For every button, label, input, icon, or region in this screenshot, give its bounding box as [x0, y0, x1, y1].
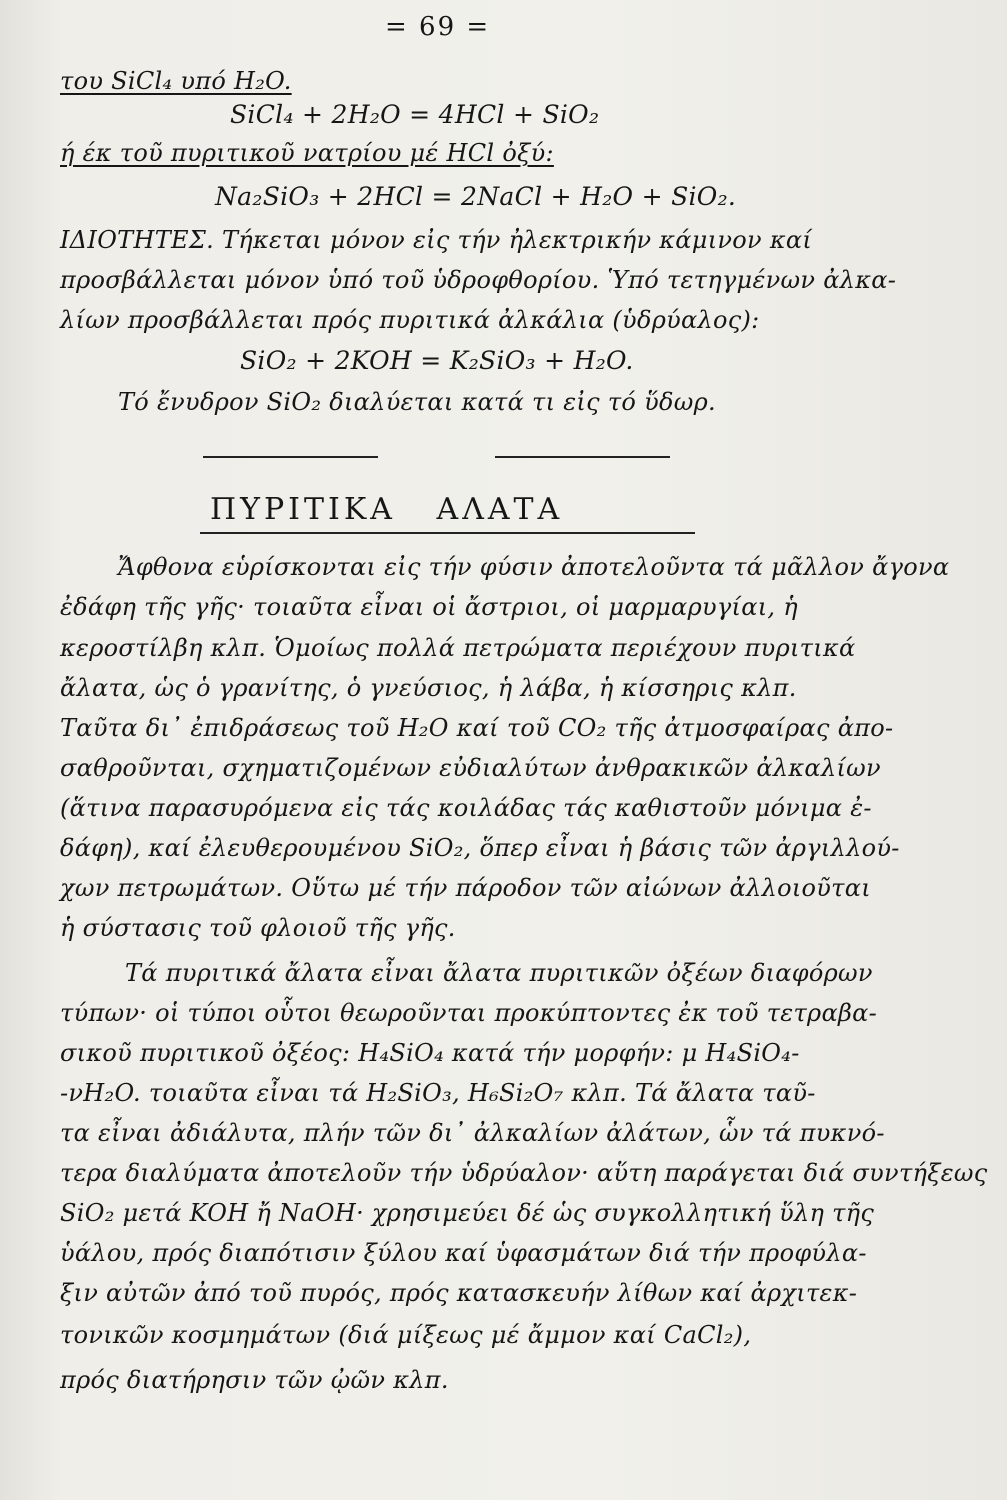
body-line: τα εἶναι ἀδιάλυτα, πλήν τῶν δι᾽ ἀλκαλίων ἀλάτων, ὧν τά πυκνό-: [60, 1119, 885, 1147]
body-line: πρός διατήρησιν τῶν ᾠῶν κλπ.: [60, 1366, 449, 1394]
equation: Na₂SiO₃ + 2HCl = 2NaCl + H₂O + SiO₂.: [215, 182, 737, 211]
body-line: σικοῦ πυριτικοῦ ὀξέος: H₄SiO₄ κατά τήν μορφήν: μ H₄SiO₄-: [60, 1039, 800, 1067]
body-line: SiO₂ μετά KOH ἤ NaOH· χρησιμεύει δέ ὡς συγκολλητική ὕλη τῆς: [60, 1199, 875, 1227]
title-underline: [200, 532, 695, 534]
section-title: ΠΥΡΙΤΙΚΑ ΑΛΑΤΑ: [210, 492, 564, 527]
body-line: Τά πυριτικά ἄλατα εἶναι ἄλατα πυριτικῶν ὀξέων διαφόρων: [125, 959, 873, 987]
text-line: προσβάλλεται μόνον ὑπό τοῦ ὑδροφθορίου. Ὑπό τετηγμένων ἀλκα-: [60, 266, 897, 294]
body-line: τονικῶν κοσμημάτων (διά μίξεως μέ ἄμμον καί CaCl₂),: [60, 1321, 752, 1349]
body-line: σαθροῦνται, σχηματιζομένων εὐδιαλύτων ἀνθρακικῶν ἀλκαλίων: [60, 754, 881, 782]
text-line: λίων προσβάλλεται πρός πυριτικά ἀλκάλια (ὑδρύαλος):: [60, 306, 760, 334]
body-line: ξιν αὐτῶν ἀπό τοῦ πυρός, πρός κατασκευήν λίθων καί ἀρχιτεκ-: [60, 1279, 858, 1307]
body-line: -νH₂O. τοιαῦτα εἶναι τά H₂SiO₃, H₆Si₂O₇ κλπ. Τά ἄλατα ταῦ-: [60, 1079, 816, 1107]
separator-rule: [203, 456, 378, 458]
body-line: ἄλατα, ὡς ὁ γρανίτης, ὁ γνεύσιος, ἡ λάβα, ἡ κίσσηρις κλπ.: [60, 674, 797, 702]
body-line: δάφη), καί ἐλευθερουμένου SiO₂, ὅπερ εἶναι ἡ βάσις τῶν ἀργιλλού-: [60, 834, 900, 862]
body-line: τερα διαλύματα ἀποτελοῦν τήν ὑδρύαλον· αὕτη παράγεται διά συντήξεως: [60, 1159, 988, 1187]
separator-rule: [495, 456, 670, 458]
body-line: Ἄφθονα εὑρίσκονται εἰς τήν φύσιν ἀποτελοῦντα τά μᾶλλον ἄγονα: [118, 553, 950, 581]
body-line: ἡ σύστασις τοῦ φλοιοῦ τῆς γῆς.: [60, 914, 456, 942]
text-line: του SiCl₄ υπό H₂O.: [60, 67, 292, 95]
text-line: ή έκ τοῦ πυριτικοῦ νατρίου μέ HCl ὀξύ:: [60, 139, 554, 167]
body-line: κεροστίλβη κλπ. Ὁμοίως πολλά πετρώματα περιέχουν πυριτικά: [60, 634, 856, 662]
text-line: Τό ἔνυδρον SiO₂ διαλύεται κατά τι εἰς τό ὕδωρ.: [118, 388, 716, 416]
body-line: (ἅτινα παρασυρόμενα εἰς τάς κοιλάδας τάς καθιστοῦν μόνιμα ἐ-: [60, 794, 872, 822]
body-line: χων πετρωμάτων. Οὕτω μέ τήν πάροδον τῶν αἰώνων ἀλλοιοῦται: [60, 874, 871, 902]
page-number: = 69 =: [385, 12, 491, 42]
equation: SiCl₄ + 2H₂O = 4HCl + SiO₂: [230, 100, 600, 129]
body-line: ἐδάφη τῆς γῆς· τοιαῦτα εἶναι οἱ ἄστριοι, οἱ μαρμαρυγίαι, ἡ: [60, 593, 798, 621]
equation: SiO₂ + 2KOH = K₂SiO₃ + H₂O.: [240, 346, 634, 375]
text-line: ΙΔΙΟΤΗΤΕΣ. Τήκεται μόνον εἰς τήν ἠλεκτρικήν κάμινον καί: [60, 226, 813, 254]
body-line: ὑάλου, πρός διαπότισιν ξύλου καί ὑφασμάτων διά τήν προφύλα-: [60, 1239, 867, 1267]
body-line: τύπων· οἱ τύποι οὗτοι θεωροῦνται προκύπτοντες ἐκ τοῦ τετραβα-: [60, 999, 878, 1027]
body-line: Ταῦτα δι᾽ ἐπιδράσεως τοῦ H₂O καί τοῦ CO₂ τῆς ἀτμοσφαίρας ἀπο-: [60, 714, 894, 742]
